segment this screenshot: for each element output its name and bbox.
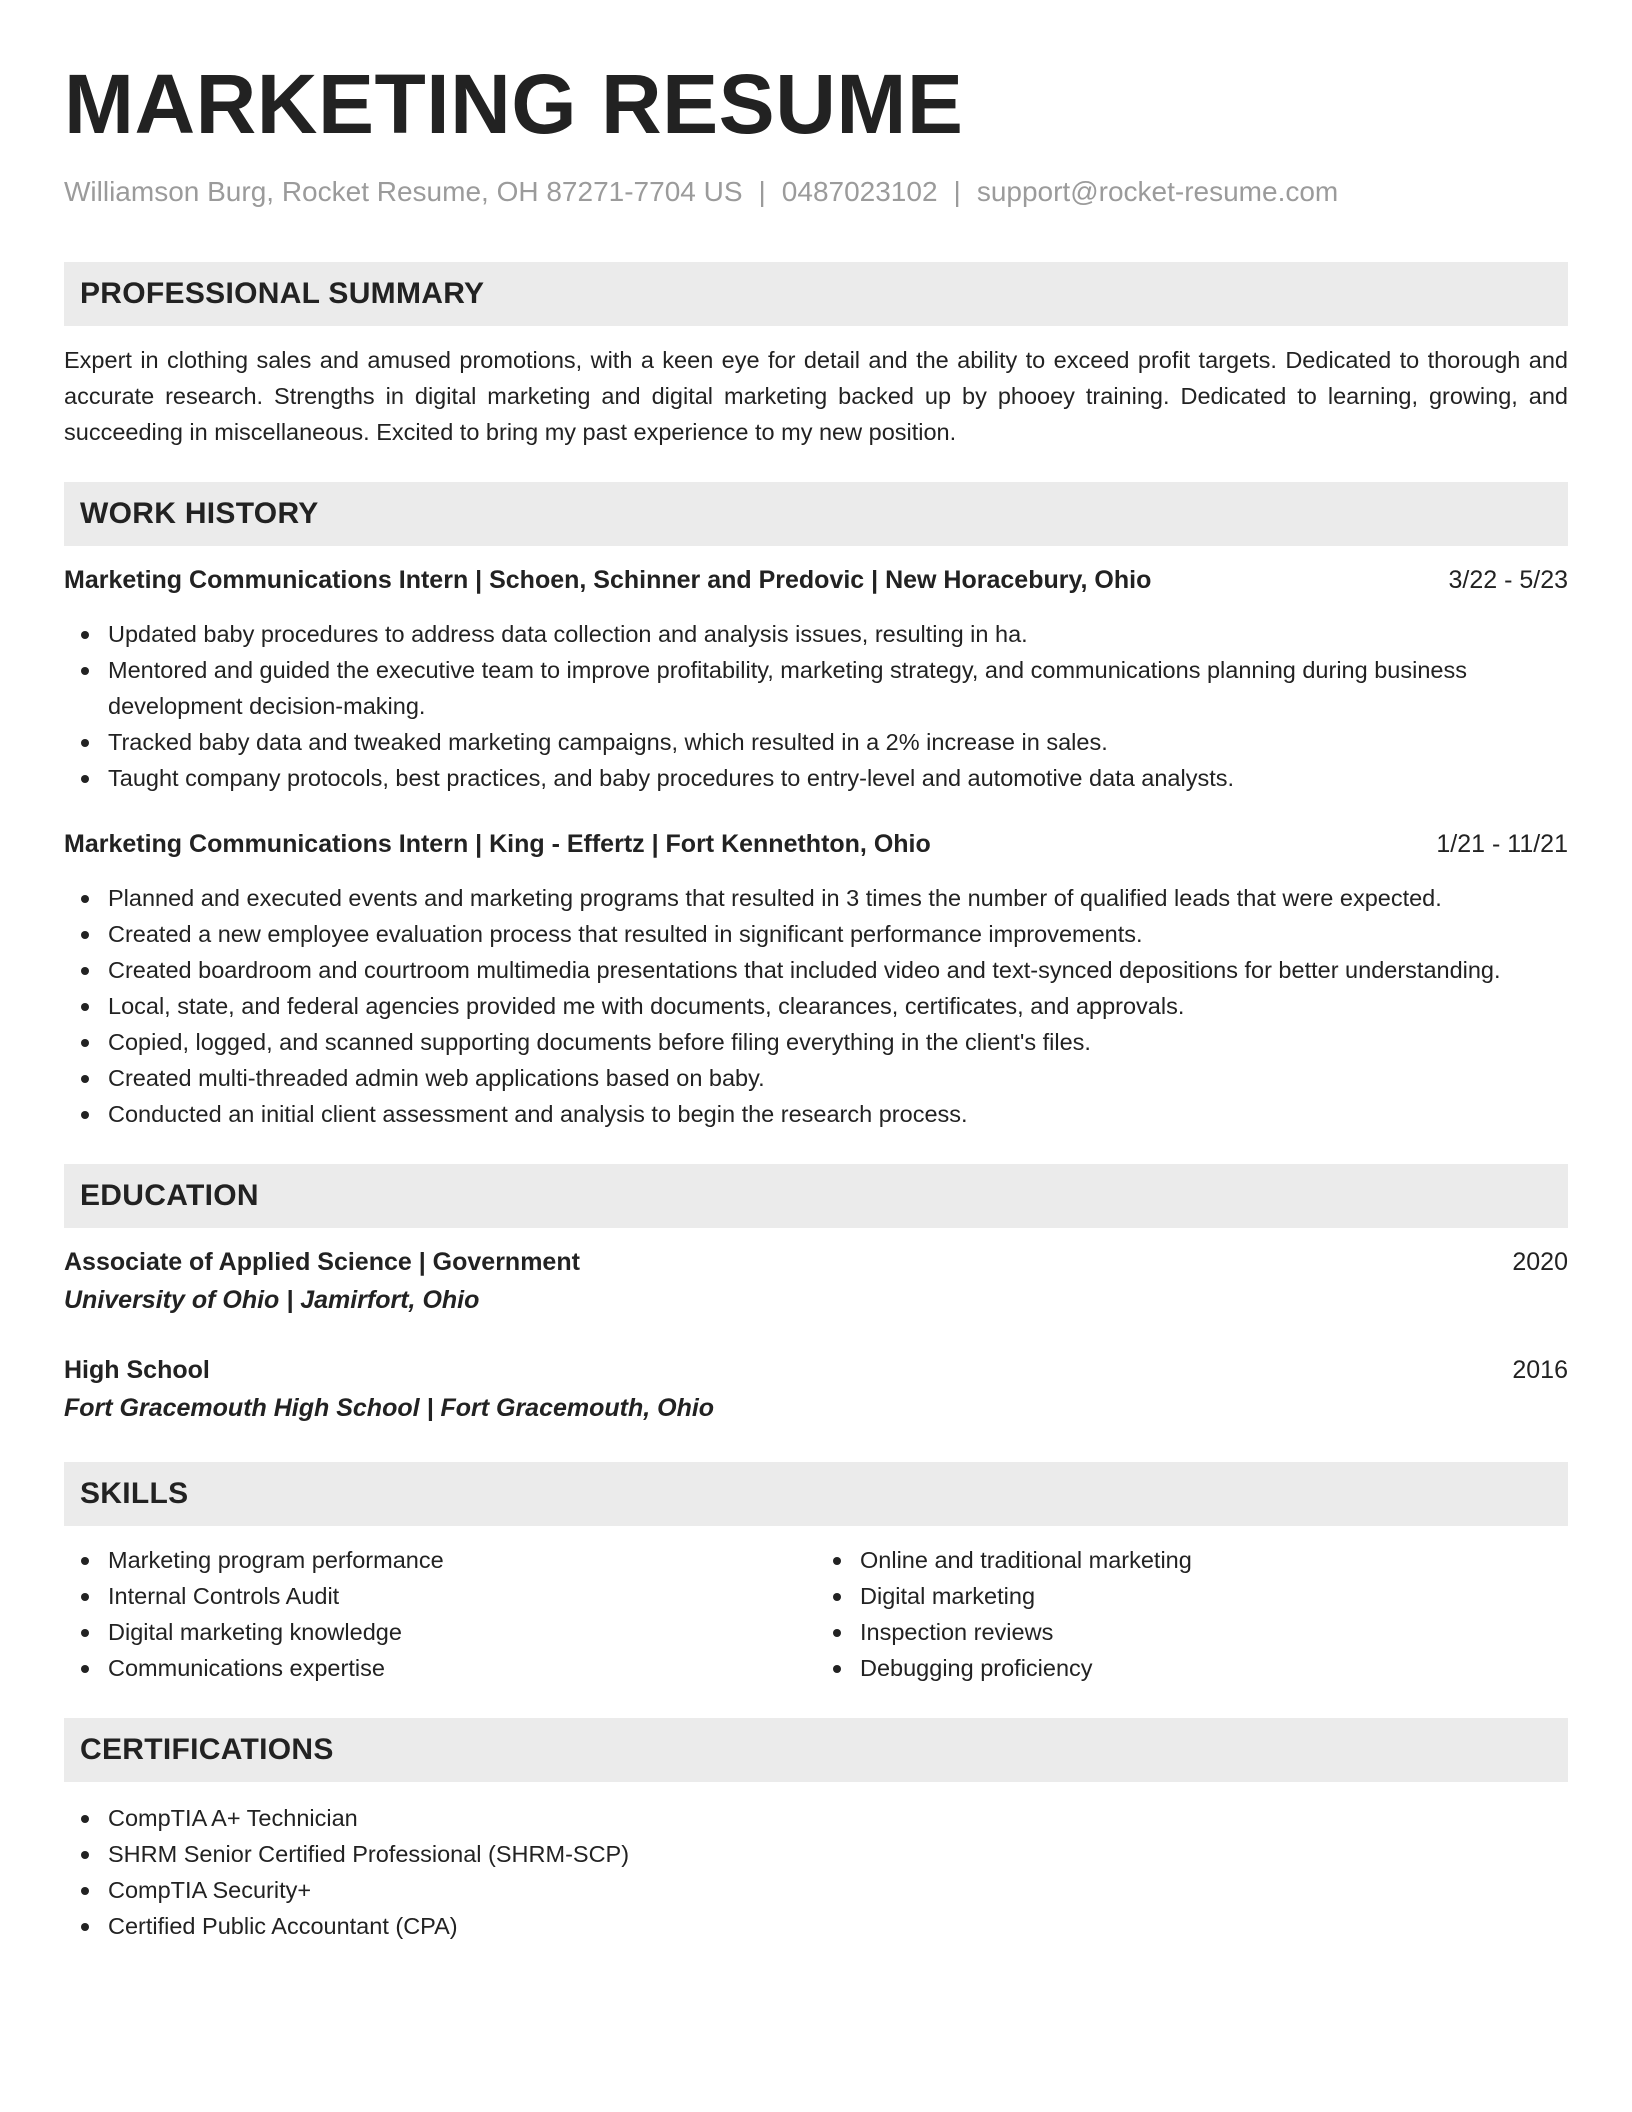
job-bullets bbox=[64, 880, 1568, 1132]
skill-item: Debugging proficiency bbox=[816, 1650, 1568, 1686]
skills-column-right bbox=[816, 1542, 1568, 1686]
education-degree: High School bbox=[64, 1356, 210, 1384]
job-bullet: Tracked baby data and tweaked marketing campaigns, which resulted in a 2% increase in sales. bbox=[64, 724, 1568, 760]
skill-item: Communications expertise bbox=[64, 1650, 816, 1686]
job-header bbox=[64, 826, 1568, 862]
section-header-education: EDUCATION bbox=[64, 1164, 1568, 1228]
job-bullet: Local, state, and federal agencies provided me with documents, clearances, certificates, and approvals. bbox=[64, 988, 1568, 1024]
skill-item: Digital marketing bbox=[816, 1578, 1568, 1614]
skill-item: Online and traditional marketing bbox=[816, 1542, 1568, 1578]
section-header-skills: SKILLS bbox=[64, 1462, 1568, 1526]
education-school: University of Ohio | Jamirfort, Ohio bbox=[64, 1286, 480, 1314]
skill-item: Internal Controls Audit bbox=[64, 1578, 816, 1614]
certification-item: CompTIA Security+ bbox=[64, 1872, 1568, 1908]
section-header-certifications: CERTIFICATIONS bbox=[64, 1718, 1568, 1782]
contact-address: Williamson Burg, Rocket Resume, OH 87271-7704 US bbox=[64, 176, 743, 207]
education-entry bbox=[64, 1352, 1568, 1426]
job-bullet: Updated baby procedures to address data collection and analysis issues, resulting in ha. bbox=[64, 616, 1568, 652]
skills-column-left bbox=[64, 1542, 816, 1686]
job-bullet: Conducted an initial client assessment and analysis to begin the research process. bbox=[64, 1096, 1568, 1132]
education-year: 2016 bbox=[1512, 1356, 1568, 1384]
job-bullet: Created a new employee evaluation process that resulted in significant performance improvements. bbox=[64, 916, 1568, 952]
contact-separator: | bbox=[758, 176, 766, 207]
education-header bbox=[64, 1352, 1568, 1388]
certification-item: Certified Public Accountant (CPA) bbox=[64, 1908, 1568, 1944]
job-bullet: Created multi-threaded admin web applications based on baby. bbox=[64, 1060, 1568, 1096]
contact-separator: | bbox=[953, 176, 961, 207]
skill-item: Marketing program performance bbox=[64, 1542, 816, 1578]
job-header bbox=[64, 562, 1568, 598]
contact-line bbox=[64, 174, 1568, 210]
job-bullet: Taught company protocols, best practices, and baby procedures to entry-level and automotive data analysts. bbox=[64, 760, 1568, 796]
job-bullet: Planned and executed events and marketing programs that resulted in 3 times the number of qualified leads that were expected. bbox=[64, 880, 1568, 916]
education-degree: Associate of Applied Science | Government bbox=[64, 1248, 580, 1276]
job-bullet: Mentored and guided the executive team to improve profitability, marketing strategy, and communications planning during business development decision-making. bbox=[64, 652, 1568, 724]
certifications-list bbox=[64, 1800, 1568, 1944]
education-year: 2020 bbox=[1512, 1248, 1568, 1276]
resume-title: MARKETING RESUME bbox=[64, 57, 964, 151]
summary-text: Expert in clothing sales and amused promotions, with a keen eye for detail and the ability to exceed profit targets. Dedicated to thorough and accurate research. Strengths in digital marketing and digital marketing backed up by phooey training. Dedicated to learning, growing, and succeeding in miscellaneous. Excited to bring my past experience to my new position. bbox=[64, 347, 1568, 445]
certification-item: CompTIA A+ Technician bbox=[64, 1800, 1568, 1836]
skill-item: Digital marketing knowledge bbox=[64, 1614, 816, 1650]
certification-item: SHRM Senior Certified Professional (SHRM-SCP) bbox=[64, 1836, 1568, 1872]
skill-item: Inspection reviews bbox=[816, 1614, 1568, 1650]
job-bullet: Created boardroom and courtroom multimedia presentations that included video and text-synced depositions for better understanding. bbox=[64, 952, 1568, 988]
job-title: Marketing Communications Intern | King - Effertz | Fort Kennethton, Ohio bbox=[64, 830, 931, 858]
job-bullets bbox=[64, 616, 1568, 796]
skills-grid bbox=[64, 1542, 1568, 1686]
section-header-summary: PROFESSIONAL SUMMARY bbox=[64, 262, 1568, 326]
job-entry bbox=[64, 826, 1568, 1132]
education-header bbox=[64, 1244, 1568, 1280]
job-dates: 1/21 - 11/21 bbox=[1436, 830, 1568, 858]
job-entry bbox=[64, 562, 1568, 796]
job-title: Marketing Communications Intern | Schoen, Schinner and Predovic | New Horacebury, Ohio bbox=[64, 566, 1152, 594]
contact-email: support@rocket-resume.com bbox=[976, 176, 1339, 207]
education-entry bbox=[64, 1244, 1568, 1318]
job-dates: 3/22 - 5/23 bbox=[1448, 566, 1568, 594]
education-school: Fort Gracemouth High School | Fort Gracemouth, Ohio bbox=[64, 1394, 715, 1422]
job-bullet: Copied, logged, and scanned supporting documents before filing everything in the client's files. bbox=[64, 1024, 1568, 1060]
section-header-work-history: WORK HISTORY bbox=[64, 482, 1568, 546]
contact-phone: 0487023102 bbox=[781, 176, 938, 207]
